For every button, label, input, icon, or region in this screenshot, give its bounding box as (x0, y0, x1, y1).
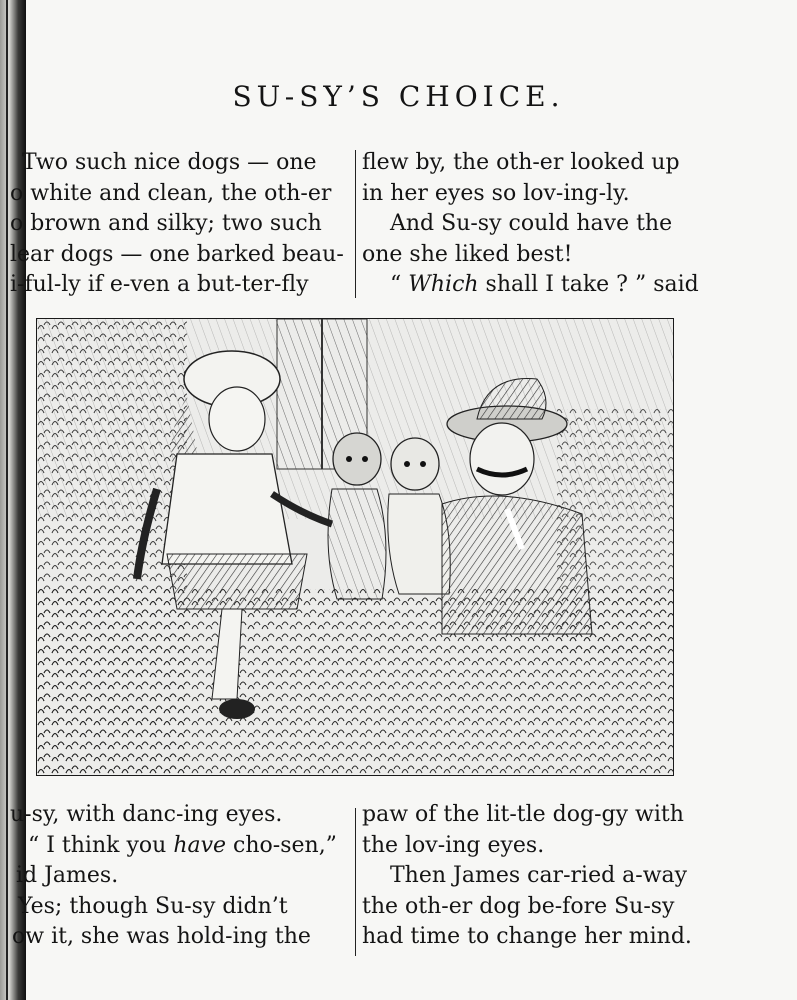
text-line: Two such nice dogs — one (22, 150, 317, 175)
text-line: the lov-ing eyes. (362, 832, 545, 858)
engraving-svg (37, 319, 673, 775)
text-line-have: “ I think you have cho-sen,” (28, 832, 337, 858)
text-line: flew by, the oth-er looked up (362, 150, 680, 175)
text-line: Yes; though Su-sy didn’t (18, 893, 288, 919)
text-line: Then James car-ried a-way (390, 863, 688, 888)
italic-emphasis: Which (408, 272, 479, 297)
column-divider (355, 150, 356, 298)
text-line: paw of the lit-tle dog-gy with (362, 802, 684, 827)
text-line: one she liked best! (362, 241, 573, 267)
text-line: the oth-er dog be-fore Su-sy (362, 893, 675, 919)
page-title: SU-SY’S CHOICE. (232, 80, 565, 113)
text-line: o white and clean, the oth-er (10, 180, 332, 206)
gutter-rule (6, 0, 8, 1000)
text-line: u-sy, with danc-ing eyes. (10, 802, 283, 827)
italic-emphasis: have (173, 832, 227, 858)
text-line: ow it, she was hold-ing the (12, 924, 311, 949)
text-line: i-ful-ly if e-ven a but-ter-fly (10, 272, 309, 297)
top-right-column (362, 148, 722, 301)
column-divider (355, 808, 356, 956)
text-line: in her eyes so lov-ing-ly. (362, 180, 630, 206)
bottom-right-column (362, 800, 722, 953)
text-line: lear dogs — one barked beau- (10, 241, 344, 267)
text-line: And Su-sy could have the (390, 211, 673, 236)
text-line: id James. (16, 863, 119, 888)
text-line-which: “ Which shall I take ? ” said (390, 272, 699, 297)
bottom-left-column (10, 800, 350, 953)
engraving-illustration (36, 318, 674, 776)
top-left-column (10, 148, 350, 301)
text-line: had time to change her mind. (362, 924, 692, 949)
text-line: o brown and silky; two such (10, 211, 322, 236)
